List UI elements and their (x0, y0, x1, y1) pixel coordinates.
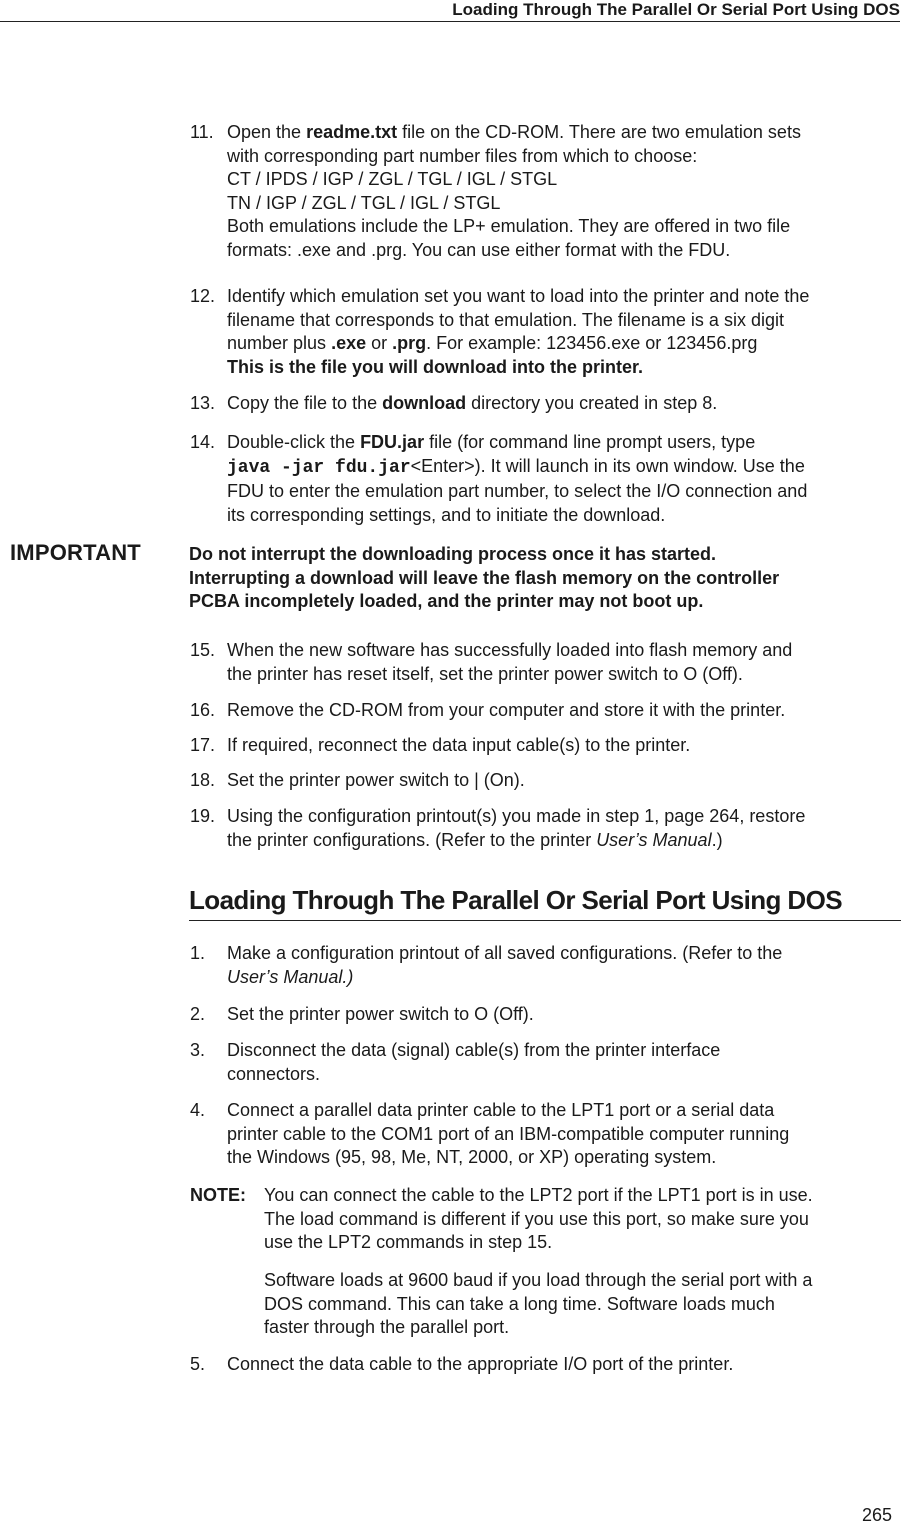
step-text (227, 942, 902, 989)
code-command: java -jar fdu.jar (227, 457, 411, 478)
step-number: 5. (190, 1354, 206, 1374)
step-line: Both emulations include the LP+ emulation. They are offered in two file (227, 216, 791, 236)
important-line: Do not interrupt the downloading process once it has started. (189, 544, 717, 564)
step-text (227, 1003, 902, 1027)
italic-term: User’s Manual.) (227, 966, 354, 987)
step-text (227, 1353, 902, 1377)
page-number: 265 (862, 1505, 893, 1525)
important-label: IMPORTANT (10, 540, 141, 565)
step-text (227, 699, 902, 723)
note-label: NOTE: (190, 1185, 246, 1205)
note-paragraph (264, 1184, 902, 1255)
step-line (227, 356, 902, 380)
step-line: Connect a parallel data printer cable to the LPT1 port or a serial data (227, 1100, 775, 1120)
section-heading: Loading Through The Parallel Or Serial Port Using DOS (189, 880, 901, 921)
step-number: 13. (190, 393, 216, 413)
step-number: 11. (190, 122, 214, 142)
note-line: use the LPT2 commands in step 15. (264, 1232, 553, 1252)
step-line: Open the readme.txt file on the CD-ROM. There are two emulation sets (227, 122, 801, 142)
step-line (227, 966, 902, 990)
note-line: The load command is different if you use this port, so make sure you (264, 1208, 809, 1229)
italic-term: User’s Manual (596, 829, 712, 850)
note-line: You can connect the cable to the LPT2 port if the LPT1 port is in use. (264, 1185, 813, 1205)
step-line: with corresponding part number files from which to choose: (227, 145, 698, 166)
step-line: Connect the data cable to the appropriate I/O port of the printer. (227, 1354, 734, 1374)
bold-term: download (382, 393, 467, 413)
step-line: the printer has reset itself, set the printer power switch to O (Off). (227, 663, 743, 684)
step-text (227, 639, 902, 686)
step-line: Double-click the FDU.jar file (for command line prompt users, type (227, 432, 756, 452)
step-number: 14. (190, 432, 216, 452)
step-line: FDU to enter the emulation part number, to select the I/O connection and (227, 481, 808, 501)
step-text (227, 431, 902, 527)
note-paragraph (264, 1269, 902, 1340)
step-line: connectors. (227, 1063, 321, 1084)
step-line: the printer configurations. (Refer to the printer User’s Manual.) (227, 829, 723, 850)
bold-term: .prg (392, 333, 427, 353)
step-number: 15. (190, 640, 216, 660)
step-text (227, 769, 902, 793)
step-line: When the new software has successfully loaded into flash memory and (227, 640, 793, 660)
step-line: CT / IPDS / IGP / ZGL / TGL / IGL / STGL (227, 169, 558, 189)
bold-term: .exe (331, 333, 367, 353)
note-line: Software loads at 9600 baud if you load through the serial port with a (264, 1270, 813, 1290)
step-line: Using the configuration printout(s) you made in step 1, page 264, restore (227, 806, 806, 826)
note-line: faster through the parallel port. (264, 1317, 510, 1337)
note-line: DOS command. This can take a long time. Software loads much (264, 1293, 775, 1314)
step-line: Disconnect the data (signal) cable(s) from the printer interface (227, 1040, 721, 1060)
step-number: 3. (190, 1040, 206, 1060)
step-text (227, 805, 902, 852)
step-number: 19. (190, 806, 216, 826)
step-line: filename that corresponds to that emulation. The filename is a six digit (227, 309, 784, 330)
step-line: Set the printer power switch to | (On). (227, 770, 525, 790)
step-text (227, 1099, 902, 1170)
step-line: Make a configuration printout of all saved configurations. (Refer to the (227, 943, 783, 963)
step-line: number plus .exe or .prg. For example: 123456.exe or 123456.prg (227, 333, 758, 353)
running-header: Loading Through The Parallel Or Serial Port Using DOS (0, 0, 900, 22)
step-line: Remove the CD-ROM from your computer and store it with the printer. (227, 700, 786, 720)
step-text (227, 734, 902, 758)
step-text (227, 285, 902, 379)
important-line: PCBA incompletely loaded, and the printer may not boot up. (189, 591, 704, 611)
step-line: its corresponding settings, and to initiate the download. (227, 504, 666, 525)
bold-term: FDU.jar (360, 432, 425, 452)
step-line: If required, reconnect the data input cable(s) to the printer. (227, 735, 691, 755)
step-number: 2. (190, 1004, 206, 1024)
step-line: Set the printer power switch to O (Off). (227, 1004, 534, 1024)
step-text (227, 1039, 902, 1086)
step-line: printer cable to the COM1 port of an IBM-compatible computer running (227, 1123, 790, 1144)
step-line: Copy the file to the download directory you created in step 8. (227, 393, 718, 413)
bold-term: This is the file you will download into the printer. (227, 356, 644, 377)
step-number: 12. (190, 286, 216, 306)
step-text (227, 392, 902, 416)
step-line: Identify which emulation set you want to load into the printer and note the (227, 286, 810, 306)
step-number: 4. (190, 1100, 206, 1120)
important-text (189, 543, 901, 614)
step-number: 17. (190, 735, 216, 755)
step-number: 16. (190, 700, 216, 720)
step-line: TN / IGP / ZGL / TGL / IGL / STGL (227, 192, 501, 213)
step-number: 1. (190, 943, 206, 963)
step-line: java -jar fdu.jar<Enter>). It will launch in its own window. Use the (227, 455, 805, 478)
step-line: formats: .exe and .prg. You can use either format with the FDU. (227, 239, 731, 260)
bold-term: readme.txt (306, 122, 398, 142)
step-number: 18. (190, 770, 216, 790)
step-text (227, 121, 902, 262)
important-line: Interrupting a download will leave the flash memory on the controller (189, 567, 780, 588)
step-line: the Windows (95, 98, Me, NT, 2000, or XP) operating system. (227, 1147, 717, 1167)
